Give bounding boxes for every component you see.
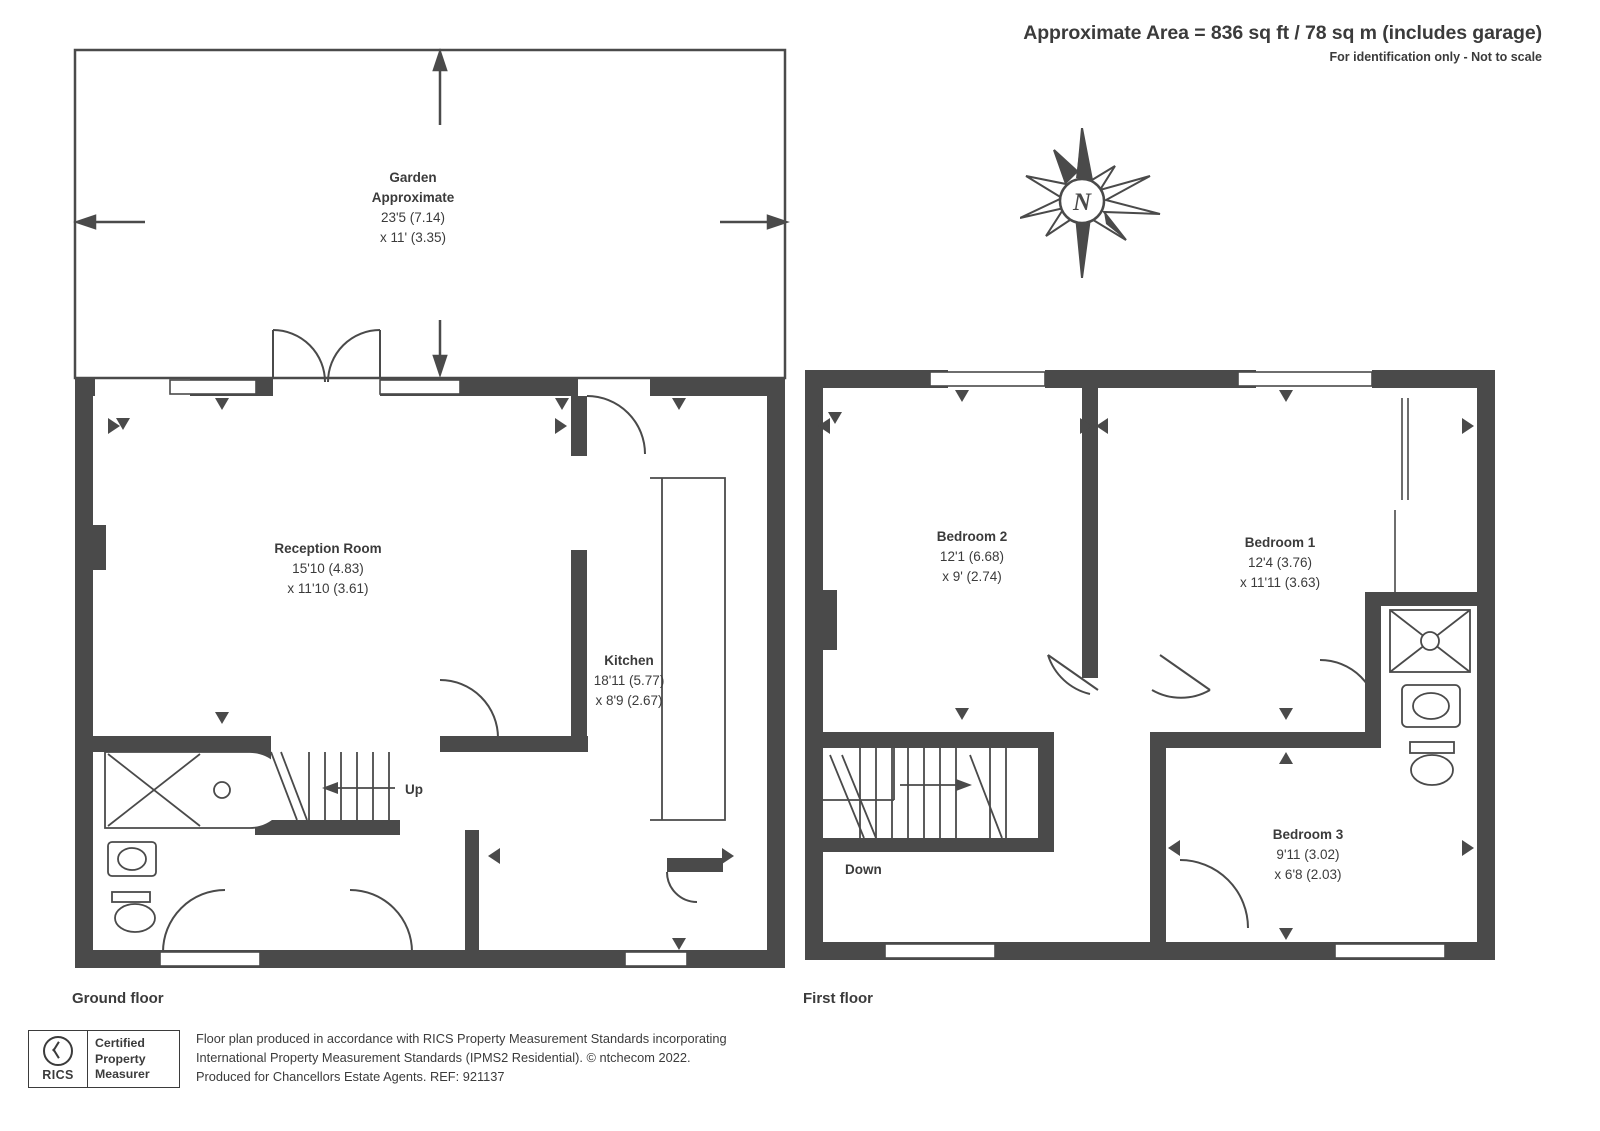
first-floor-plan: [790, 360, 1510, 980]
caption-first-floor: First floor: [803, 990, 873, 1007]
rics-certified-badge: [28, 1030, 180, 1088]
rics-badge-line-3: Measurer: [95, 1067, 150, 1081]
north-compass: [1020, 128, 1180, 278]
rics-mark-icon: [43, 1036, 73, 1066]
stairs-label-down: Down: [845, 862, 882, 877]
rics-badge-text: [88, 1031, 179, 1087]
footer-line-1: Floor plan produced in accordance with RICS Property Measurement Standards incorporating: [196, 1031, 727, 1046]
room-label-bedroom-2: Bedroom 2 12'1 (6.68) x 9' (2.74): [936, 529, 1008, 584]
page-subtitle: For identification only - Not to scale: [1329, 50, 1542, 64]
rics-logo: [29, 1031, 88, 1087]
compass-north-letter: N: [1072, 189, 1092, 216]
room-label-bedroom-3: Bedroom 3 9'11 (3.02) x 6'8 (2.03): [1272, 827, 1344, 882]
footer-line-2: International Property Measurement Standards (IPMS2 Residential). © ntchecom 2022.: [196, 1050, 691, 1065]
room-label-garden: Garden Approximate 23'5 (7.14) x 11' (3.35): [371, 170, 455, 245]
caption-ground-floor: Ground floor: [72, 990, 164, 1007]
page-title: Approximate Area = 836 sq ft / 78 sq m (includes garage): [1023, 22, 1542, 44]
footer-disclaimer: [196, 1029, 727, 1086]
stairs-label-up: Up: [405, 782, 423, 797]
room-label-bedroom-1: Bedroom 1 12'4 (3.76) x 11'11 (3.63): [1239, 535, 1321, 590]
footer-line-3: Produced for Chancellors Estate Agents. REF: 921137: [196, 1069, 505, 1084]
room-label-kitchen: Kitchen 18'11 (5.77) x 8'9 (2.67): [593, 653, 665, 708]
room-label-reception-room: Reception Room 15'10 (4.83) x 11'10 (3.61): [274, 541, 382, 596]
rics-badge-line-1: Certified: [95, 1036, 145, 1050]
rics-badge-line-2: Property: [95, 1051, 146, 1066]
rics-logo-text: RICS: [42, 1068, 74, 1082]
